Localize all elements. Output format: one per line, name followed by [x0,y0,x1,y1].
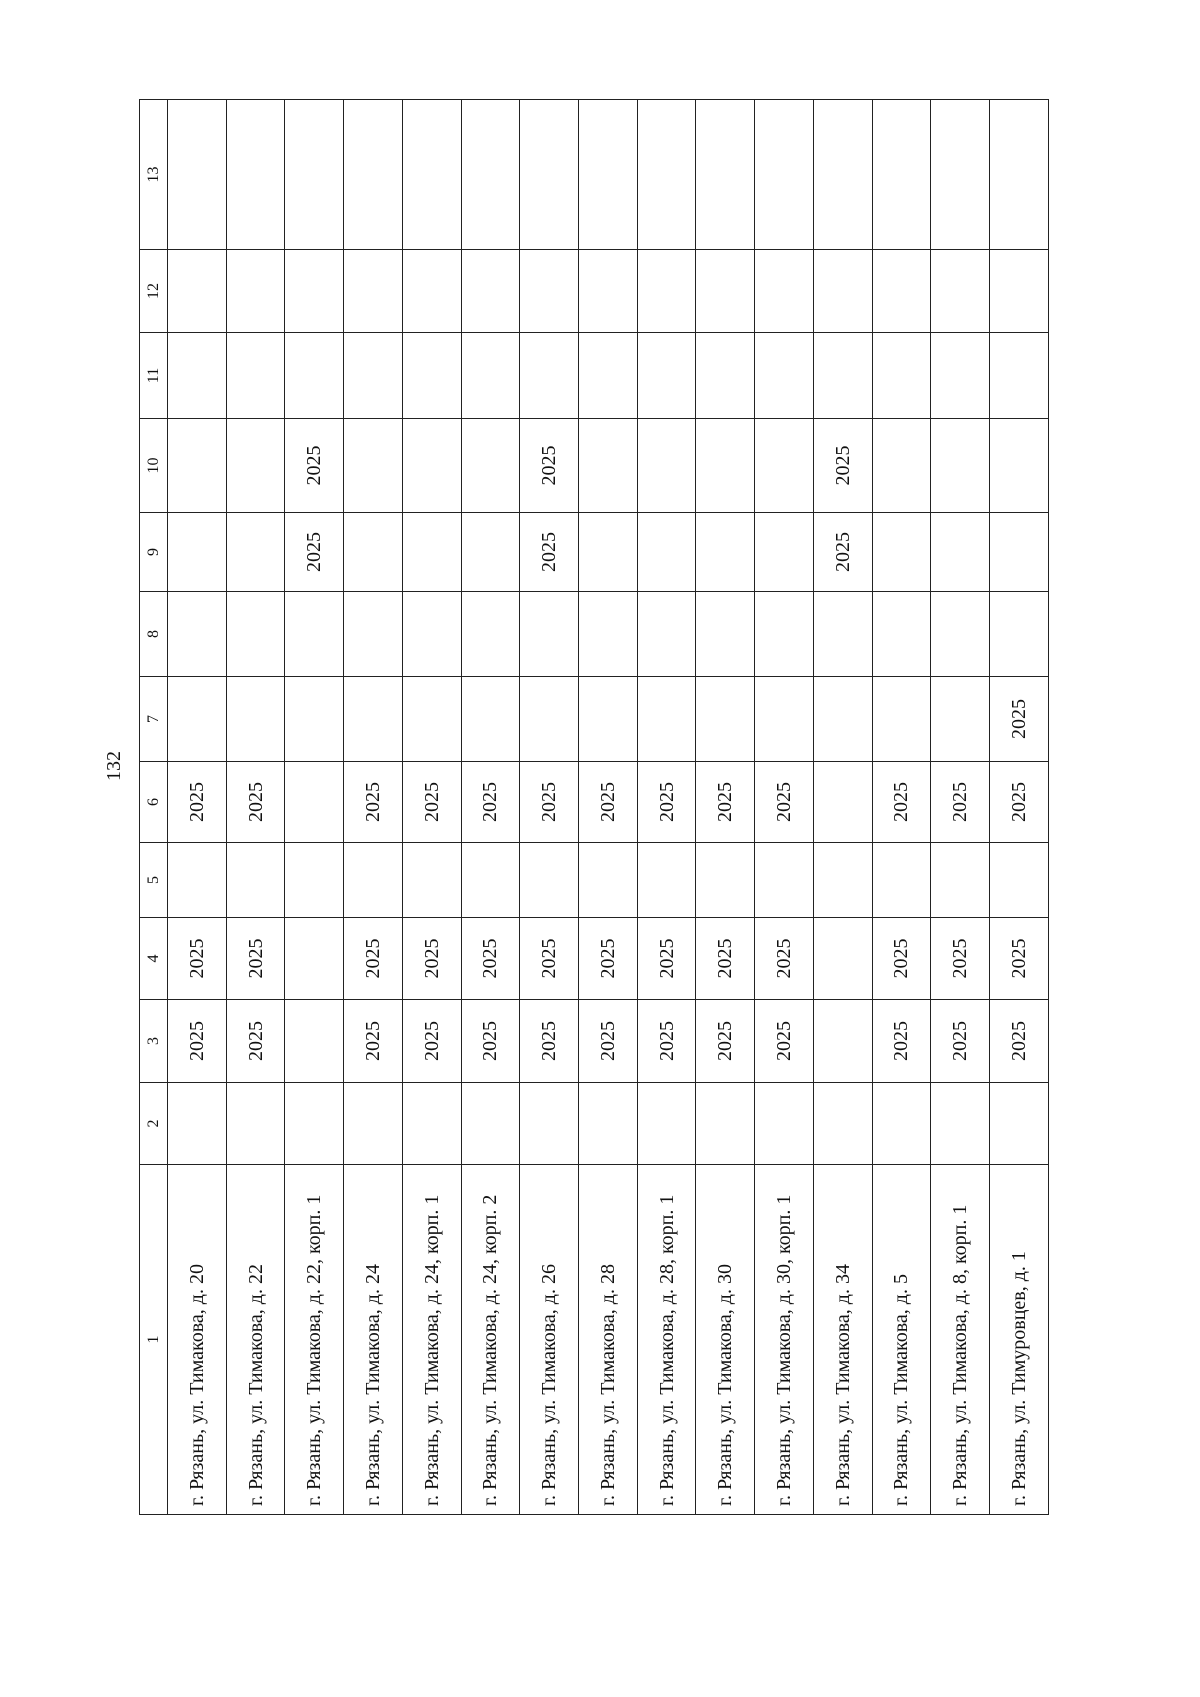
value-cell-col-13 [755,100,814,250]
value-cell-col-6: 2025 [579,762,638,843]
value-cell-col-9 [990,513,1049,592]
value-cell-col-13 [990,100,1049,250]
value-cell-col-8 [344,592,403,677]
value-cell-col-2 [931,1083,990,1165]
value-cell-col-13 [872,100,931,250]
value-cell-col-7 [872,677,931,762]
value-cell-col-9 [226,513,285,592]
table-row [755,100,814,1515]
value-cell-col-5 [285,843,344,918]
value-cell-col-10: 2025 [813,419,872,513]
value-cell-col-10 [872,419,931,513]
value-cell-col-7 [226,677,285,762]
value-cell-col-6 [813,762,872,843]
value-cell-col-8 [637,592,696,677]
value-cell-col-5 [696,843,755,918]
value-cell-col-12 [931,250,990,333]
value-cell-col-10 [461,419,520,513]
value-cell-col-3 [285,1000,344,1083]
value-cell-col-11 [168,333,227,419]
value-cell-col-10 [402,419,461,513]
value-cell-col-2 [402,1083,461,1165]
value-cell-col-5 [990,843,1049,918]
value-cell-col-7 [402,677,461,762]
value-cell-col-10 [990,419,1049,513]
value-cell-col-9: 2025 [285,513,344,592]
value-cell-col-11 [344,333,403,419]
address-cell: г. Рязань, ул. Тимакова, д. 22 [226,1165,285,1515]
table-row [226,100,285,1515]
value-cell-col-11 [813,333,872,419]
value-cell-col-13 [813,100,872,250]
value-cell-col-10: 2025 [285,419,344,513]
value-cell-col-2 [813,1083,872,1165]
value-cell-col-12 [755,250,814,333]
table-row [813,100,872,1515]
header-row [140,100,168,1515]
value-cell-col-13 [637,100,696,250]
value-cell-col-8 [990,592,1049,677]
value-cell-col-3: 2025 [402,1000,461,1083]
table-row [931,100,990,1515]
value-cell-col-2 [579,1083,638,1165]
schedule-table [139,99,1049,1515]
value-cell-col-12 [285,250,344,333]
value-cell-col-12 [637,250,696,333]
column-header-7: 7 [140,677,168,762]
table-row [990,100,1049,1515]
value-cell-col-7 [344,677,403,762]
value-cell-col-5 [226,843,285,918]
value-cell-col-3: 2025 [990,1000,1049,1083]
address-cell: г. Рязань, ул. Тимакова, д. 24, корп. 1 [402,1165,461,1515]
table-row [344,100,403,1515]
value-cell-col-13 [402,100,461,250]
value-cell-col-7 [168,677,227,762]
value-cell-col-4: 2025 [872,918,931,1000]
table-row [520,100,579,1515]
value-cell-col-12 [579,250,638,333]
value-cell-col-4: 2025 [931,918,990,1000]
value-cell-col-6: 2025 [461,762,520,843]
value-cell-col-4: 2025 [755,918,814,1000]
value-cell-col-8 [285,592,344,677]
value-cell-col-8 [579,592,638,677]
value-cell-col-7 [813,677,872,762]
value-cell-col-6: 2025 [872,762,931,843]
value-cell-col-8 [696,592,755,677]
address-cell: г. Рязань, ул. Тимакова, д. 28, корп. 1 [637,1165,696,1515]
value-cell-col-12 [696,250,755,333]
value-cell-col-6: 2025 [696,762,755,843]
value-cell-col-6: 2025 [344,762,403,843]
value-cell-col-4: 2025 [990,918,1049,1000]
value-cell-col-9 [344,513,403,592]
value-cell-col-12 [872,250,931,333]
value-cell-col-13 [285,100,344,250]
value-cell-col-11 [226,333,285,419]
value-cell-col-8 [813,592,872,677]
value-cell-col-3: 2025 [344,1000,403,1083]
value-cell-col-3: 2025 [461,1000,520,1083]
value-cell-col-13 [344,100,403,250]
value-cell-col-9 [755,513,814,592]
table-row [696,100,755,1515]
column-header-3: 3 [140,1000,168,1083]
value-cell-col-4: 2025 [579,918,638,1000]
table-row [461,100,520,1515]
value-cell-col-4: 2025 [637,918,696,1000]
value-cell-col-9 [402,513,461,592]
value-cell-col-13 [696,100,755,250]
table-row [579,100,638,1515]
address-cell: г. Рязань, ул. Тимуровцев, д. 1 [990,1165,1049,1515]
value-cell-col-8 [520,592,579,677]
value-cell-col-7 [637,677,696,762]
address-cell: г. Рязань, ул. Тимакова, д. 8, корп. 1 [931,1165,990,1515]
value-cell-col-3: 2025 [696,1000,755,1083]
address-cell: г. Рязань, ул. Тимакова, д. 30 [696,1165,755,1515]
value-cell-col-6: 2025 [402,762,461,843]
value-cell-col-9 [461,513,520,592]
value-cell-col-13 [579,100,638,250]
value-cell-col-4: 2025 [696,918,755,1000]
value-cell-col-12 [226,250,285,333]
value-cell-col-12 [402,250,461,333]
value-cell-col-5 [461,843,520,918]
address-cell: г. Рязань, ул. Тимакова, д. 30, корп. 1 [755,1165,814,1515]
value-cell-col-12 [461,250,520,333]
value-cell-col-11 [637,333,696,419]
column-header-8: 8 [140,592,168,677]
table-row [168,100,227,1515]
column-header-5: 5 [140,843,168,918]
value-cell-col-8 [755,592,814,677]
value-cell-col-5 [402,843,461,918]
value-cell-col-10 [755,419,814,513]
value-cell-col-6: 2025 [637,762,696,843]
value-cell-col-13 [461,100,520,250]
address-cell: г. Рязань, ул. Тимакова, д. 20 [168,1165,227,1515]
value-cell-col-9 [168,513,227,592]
value-cell-col-5 [813,843,872,918]
value-cell-col-8 [226,592,285,677]
table-row [637,100,696,1515]
value-cell-col-4: 2025 [402,918,461,1000]
value-cell-col-9 [872,513,931,592]
value-cell-col-12 [520,250,579,333]
value-cell-col-7 [520,677,579,762]
value-cell-col-10 [931,419,990,513]
value-cell-col-2 [461,1083,520,1165]
value-cell-col-11 [579,333,638,419]
value-cell-col-2 [755,1083,814,1165]
value-cell-col-5 [637,843,696,918]
value-cell-col-3: 2025 [931,1000,990,1083]
value-cell-col-8 [168,592,227,677]
value-cell-col-9 [579,513,638,592]
value-cell-col-9: 2025 [813,513,872,592]
value-cell-col-4 [813,918,872,1000]
value-cell-col-11 [461,333,520,419]
value-cell-col-9 [931,513,990,592]
column-header-2: 2 [140,1083,168,1165]
value-cell-col-13 [226,100,285,250]
page-number: 132 [103,751,125,781]
value-cell-col-2 [285,1083,344,1165]
value-cell-col-4 [285,918,344,1000]
column-header-12: 12 [140,250,168,333]
value-cell-col-3 [813,1000,872,1083]
value-cell-col-5 [755,843,814,918]
value-cell-col-5 [520,843,579,918]
value-cell-col-13 [520,100,579,250]
column-header-10: 10 [140,419,168,513]
address-cell: г. Рязань, ул. Тимакова, д. 22, корп. 1 [285,1165,344,1515]
value-cell-col-10 [696,419,755,513]
value-cell-col-11 [696,333,755,419]
value-cell-col-4: 2025 [344,918,403,1000]
value-cell-col-13 [931,100,990,250]
value-cell-col-2 [168,1083,227,1165]
value-cell-col-7: 2025 [990,677,1049,762]
value-cell-col-3: 2025 [755,1000,814,1083]
value-cell-col-8 [402,592,461,677]
column-header-11: 11 [140,333,168,419]
address-cell: г. Рязань, ул. Тимакова, д. 5 [872,1165,931,1515]
address-cell: г. Рязань, ул. Тимакова, д. 28 [579,1165,638,1515]
value-cell-col-12 [990,250,1049,333]
value-cell-col-12 [813,250,872,333]
value-cell-col-11 [990,333,1049,419]
value-cell-col-7 [461,677,520,762]
table-body [168,100,1049,1515]
value-cell-col-9: 2025 [520,513,579,592]
value-cell-col-2 [344,1083,403,1165]
value-cell-col-9 [637,513,696,592]
value-cell-col-4: 2025 [520,918,579,1000]
value-cell-col-6 [285,762,344,843]
value-cell-col-6: 2025 [226,762,285,843]
column-header-4: 4 [140,918,168,1000]
value-cell-col-2 [520,1083,579,1165]
value-cell-col-7 [696,677,755,762]
value-cell-col-7 [931,677,990,762]
value-cell-col-10 [168,419,227,513]
value-cell-col-11 [872,333,931,419]
value-cell-col-3: 2025 [579,1000,638,1083]
value-cell-col-11 [755,333,814,419]
table-row [872,100,931,1515]
value-cell-col-8 [461,592,520,677]
address-cell: г. Рязань, ул. Тимакова, д. 24, корп. 2 [461,1165,520,1515]
value-cell-col-10 [344,419,403,513]
value-cell-col-6: 2025 [990,762,1049,843]
value-cell-col-5 [579,843,638,918]
value-cell-col-3: 2025 [226,1000,285,1083]
value-cell-col-10 [226,419,285,513]
value-cell-col-6: 2025 [520,762,579,843]
value-cell-col-11 [931,333,990,419]
value-cell-col-11 [285,333,344,419]
table-row [285,100,344,1515]
value-cell-col-8 [931,592,990,677]
value-cell-col-6: 2025 [755,762,814,843]
value-cell-col-6: 2025 [168,762,227,843]
address-cell: г. Рязань, ул. Тимакова, д. 24 [344,1165,403,1515]
value-cell-col-2 [226,1083,285,1165]
value-cell-col-7 [755,677,814,762]
column-header-9: 9 [140,513,168,592]
value-cell-col-11 [402,333,461,419]
value-cell-col-11 [520,333,579,419]
value-cell-col-7 [285,677,344,762]
value-cell-col-10 [579,419,638,513]
column-header-1: 1 [140,1165,168,1515]
address-cell: г. Рязань, ул. Тимакова, д. 26 [520,1165,579,1515]
value-cell-col-3: 2025 [872,1000,931,1083]
value-cell-col-4: 2025 [226,918,285,1000]
address-cell: г. Рязань, ул. Тимакова, д. 34 [813,1165,872,1515]
value-cell-col-5 [168,843,227,918]
value-cell-col-5 [344,843,403,918]
column-header-13: 13 [140,100,168,250]
value-cell-col-13 [168,100,227,250]
table-row [402,100,461,1515]
value-cell-col-2 [696,1083,755,1165]
column-header-6: 6 [140,762,168,843]
value-cell-col-3: 2025 [168,1000,227,1083]
value-cell-col-10: 2025 [520,419,579,513]
value-cell-col-10 [637,419,696,513]
value-cell-col-4: 2025 [461,918,520,1000]
value-cell-col-9 [696,513,755,592]
value-cell-col-2 [990,1083,1049,1165]
value-cell-col-3: 2025 [520,1000,579,1083]
value-cell-col-2 [637,1083,696,1165]
value-cell-col-2 [872,1083,931,1165]
value-cell-col-12 [344,250,403,333]
value-cell-col-6: 2025 [931,762,990,843]
table-rotated-wrapper [139,100,1049,1515]
value-cell-col-4: 2025 [168,918,227,1000]
value-cell-col-5 [872,843,931,918]
value-cell-col-12 [168,250,227,333]
value-cell-col-8 [872,592,931,677]
value-cell-col-7 [579,677,638,762]
value-cell-col-3: 2025 [637,1000,696,1083]
value-cell-col-5 [931,843,990,918]
